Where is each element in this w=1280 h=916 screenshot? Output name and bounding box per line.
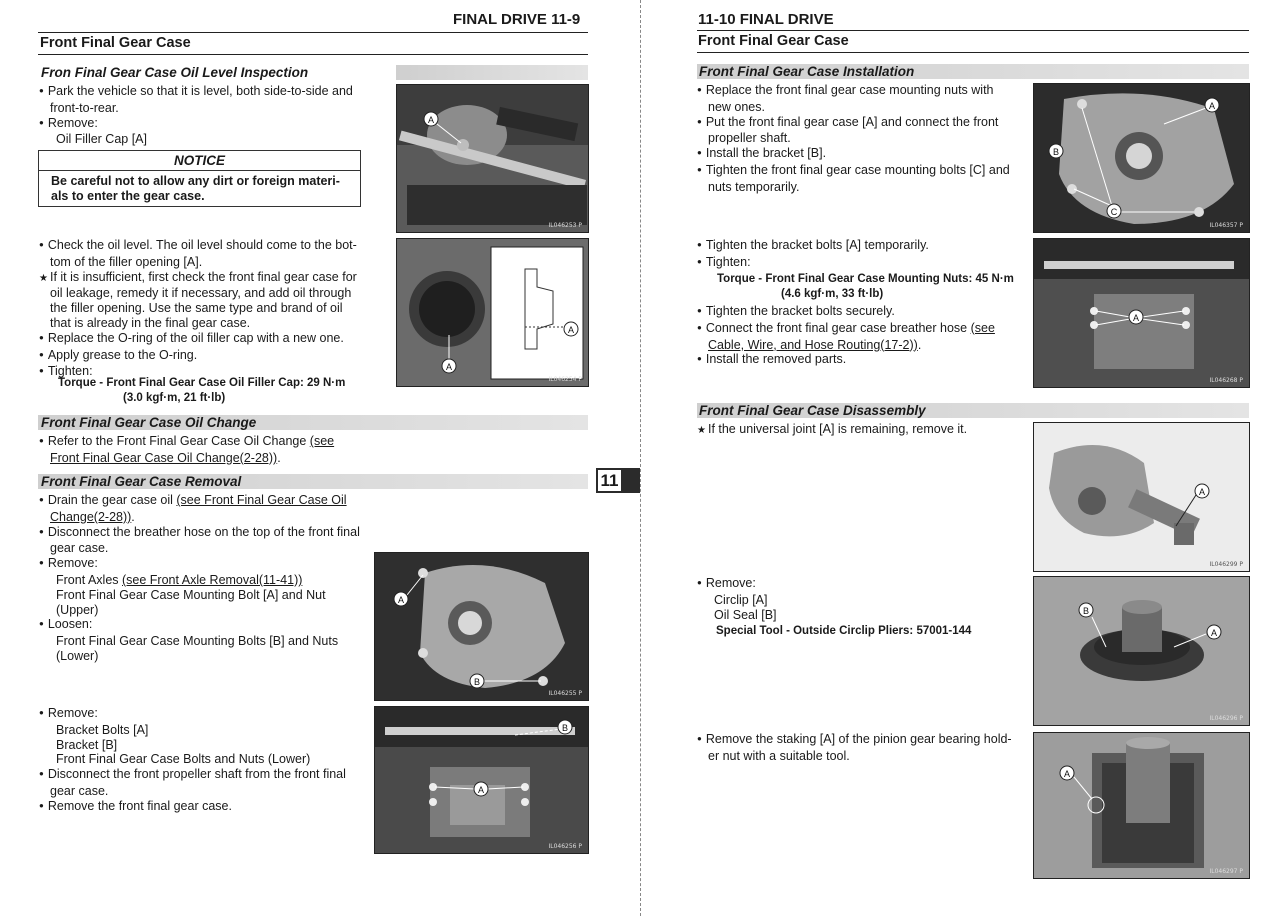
photo-filler-opening bbox=[396, 238, 589, 387]
section-band bbox=[396, 65, 588, 80]
left-page-subheader: Front Final Gear Case bbox=[40, 35, 191, 51]
step-item: Oil Filler Cap [A] bbox=[56, 132, 147, 147]
section-title-disassembly: Front Final Gear Case Disassembly bbox=[699, 403, 926, 418]
step-text: oil leakage, remedy it if necessary, and add oil through bbox=[50, 286, 352, 301]
step-text: ● Tighten: bbox=[697, 255, 1027, 272]
callout-b: B bbox=[473, 677, 481, 687]
installation-steps bbox=[697, 83, 1027, 195]
step-item: Front Final Gear Case Mounting Bolts [B] and Nuts bbox=[56, 634, 339, 649]
manual-link[interactable]: (see bbox=[309, 434, 335, 448]
step-text: new ones. bbox=[708, 99, 765, 114]
step-text: ● Loosen: bbox=[39, 617, 369, 634]
oil-level-check-steps bbox=[39, 238, 369, 381]
manual-link[interactable]: Cable, Wire, and Hose Routing(17-2)) bbox=[708, 337, 918, 352]
step-text: ● Park the vehicle so that it is level, both side-to-side and bbox=[39, 84, 369, 101]
torque-spec bbox=[717, 272, 1014, 302]
step-item: Bracket Bolts [A] bbox=[56, 722, 149, 737]
step-item: Bracket [B] bbox=[56, 737, 118, 752]
photo-illustration bbox=[1034, 239, 1249, 387]
callout-a: A bbox=[1208, 101, 1216, 111]
step-text: ● Connect the front final gear case breather hose (see bbox=[697, 321, 1027, 338]
step-item: (Upper) bbox=[56, 602, 99, 617]
step-text: ● Replace the front final gear case mounting nuts with bbox=[697, 83, 1027, 100]
photo-ref: IL046299 P bbox=[1209, 561, 1243, 568]
photo-ref: IL046297 P bbox=[1209, 868, 1243, 875]
step-text: gear case. bbox=[50, 783, 109, 798]
step-text: ● Check the oil level. The oil level should come to the bot- bbox=[39, 238, 369, 255]
callout-a: A bbox=[1063, 769, 1071, 779]
step-item: Front Final Gear Case Bolts and Nuts (Lower) bbox=[56, 752, 311, 767]
photo-illustration bbox=[375, 707, 588, 853]
step-item: Oil Seal [B] bbox=[714, 607, 777, 622]
callout-a: A bbox=[477, 785, 485, 795]
notice-text: Be careful not to allow any dirt or foreign materi- bbox=[51, 174, 340, 188]
disassembly-step-3 bbox=[697, 732, 1027, 764]
right-subheader-rule bbox=[697, 52, 1249, 53]
callout-a: A bbox=[1132, 313, 1140, 323]
callout-a: A bbox=[1210, 628, 1218, 638]
photo-gear-case-install bbox=[1033, 83, 1250, 233]
step-text: ● Tighten the bracket bolts [A] temporarily. bbox=[697, 238, 1027, 255]
left-subheader-rule bbox=[38, 54, 588, 55]
notice-title: NOTICE bbox=[39, 151, 360, 171]
left-header-rule bbox=[38, 32, 588, 33]
step-item: Front Final Gear Case Mounting Bolt [A] and Nut bbox=[56, 587, 326, 602]
torque-text: Torque - Front Final Gear Case Oil Filler Cap: 29 N·m bbox=[58, 377, 346, 389]
photo-circlip-seal bbox=[1033, 576, 1250, 726]
callout-b: B bbox=[1052, 147, 1060, 157]
torque-text: (4.6 kgf·m, 33 ft·lb) bbox=[781, 288, 884, 300]
step-text: tom of the filler opening [A]. bbox=[50, 254, 203, 269]
torque-text: (3.0 kgf·m, 21 ft·lb) bbox=[123, 392, 226, 404]
manual-link[interactable]: (see Front Final Gear Case Oil bbox=[176, 493, 347, 507]
photo-staking bbox=[1033, 732, 1250, 879]
photo-ref: IL046256 P bbox=[548, 843, 582, 850]
notice-box bbox=[38, 150, 361, 207]
step-text: ● Remove: bbox=[39, 556, 369, 573]
step-text: ● Remove: bbox=[697, 576, 1027, 593]
section-title-oil-change: Front Final Gear Case Oil Change bbox=[41, 415, 257, 430]
photo-ref: IL046268 P bbox=[1209, 377, 1243, 384]
step-text: ● Remove: bbox=[39, 116, 369, 133]
step-item: Front Axles (see Front Axle Removal(11-41)) bbox=[56, 572, 303, 587]
photo-illustration bbox=[375, 553, 588, 700]
step-text: that is already in the final gear case. bbox=[50, 315, 251, 330]
step-item: Circlip [A] bbox=[714, 592, 768, 607]
callout-a: A bbox=[1198, 487, 1206, 497]
step-text: ● Replace the O-ring of the oil filler cap with a new one. bbox=[39, 331, 369, 348]
disassembly-step-2 bbox=[697, 576, 1027, 622]
callout-c: C bbox=[1110, 207, 1118, 217]
chapter-tab[interactable] bbox=[596, 468, 640, 493]
step-text: the filler opening. Use the same type and brand of oil bbox=[50, 301, 343, 316]
callout-a: A bbox=[397, 595, 405, 605]
notice-text: als to enter the gear case. bbox=[51, 189, 205, 203]
callout-a: A bbox=[445, 362, 453, 372]
section-title-removal: Front Final Gear Case Removal bbox=[41, 474, 242, 489]
photo-bracket bbox=[374, 706, 589, 854]
photo-gear-case-mounting bbox=[374, 552, 589, 701]
photo-illustration bbox=[397, 239, 588, 386]
step-item: (Lower) bbox=[56, 648, 99, 663]
step-text: ★ If it is insufficient, first check the front final gear case for bbox=[39, 270, 369, 287]
step-text: ● Remove the staking [A] of the pinion gear bearing hold- bbox=[697, 732, 1027, 749]
step-text: nuts temporarily. bbox=[708, 179, 800, 194]
step-text: ★ If the universal joint [A] is remaining, remove it. bbox=[697, 422, 1027, 439]
step-text: ● Drain the gear case oil (see Front Final Gear Case Oil bbox=[39, 493, 369, 510]
photo-bracket-bolts bbox=[1033, 238, 1250, 388]
step-text: ● Tighten: bbox=[39, 364, 369, 381]
right-page-subheader: Front Final Gear Case bbox=[698, 33, 849, 49]
section-title-installation: Front Final Gear Case Installation bbox=[699, 64, 915, 79]
step-text: ● Apply grease to the O-ring. bbox=[39, 348, 369, 365]
step-text: Cable, Wire, and Hose Routing(17-2)). bbox=[708, 337, 922, 352]
photo-ref: IL046253 P bbox=[548, 222, 582, 229]
disassembly-step-1 bbox=[697, 422, 1027, 439]
photo-oil-filler-cap bbox=[396, 84, 589, 233]
manual-link[interactable]: Front Final Gear Case Oil Change(2-28)) bbox=[50, 450, 278, 465]
step-text: ● Disconnect the breather hose on the top of the front final bbox=[39, 525, 369, 542]
left-page-header: FINAL DRIVE 11-9 bbox=[453, 11, 581, 28]
oil-change-steps bbox=[39, 434, 369, 466]
oil-level-steps bbox=[39, 84, 369, 147]
step-text: ● Remove: bbox=[39, 706, 369, 723]
removal-steps-2 bbox=[39, 706, 369, 816]
installation-steps-3 bbox=[697, 304, 1027, 369]
step-text: Front Final Gear Case Oil Change(2-28)). bbox=[50, 450, 281, 465]
callout-b: B bbox=[1082, 606, 1090, 616]
step-text: Change(2-28)). bbox=[50, 509, 135, 524]
photo-illustration bbox=[397, 85, 588, 232]
installation-steps-2 bbox=[697, 238, 1027, 272]
photo-ref: IL046296 P bbox=[1209, 715, 1243, 722]
section-title-oil-level: Fron Final Gear Case Oil Level Inspection bbox=[41, 65, 309, 80]
step-text: ● Refer to the Front Final Gear Case Oil Change (see bbox=[39, 434, 369, 451]
step-text: front-to-rear. bbox=[50, 100, 119, 115]
manual-link[interactable]: (see bbox=[970, 320, 995, 335]
step-text: ● Put the front final gear case [A] and connect the front bbox=[697, 115, 1027, 132]
notice-body bbox=[39, 171, 360, 207]
photo-illustration bbox=[1034, 733, 1249, 878]
photo-illustration bbox=[1034, 423, 1249, 571]
removal-steps bbox=[39, 493, 369, 664]
right-header-rule bbox=[697, 30, 1249, 31]
manual-link[interactable]: (see Front Axle Removal(11-41)) bbox=[122, 572, 303, 587]
step-text: ● Disconnect the front propeller shaft from the front final bbox=[39, 767, 369, 784]
photo-ref: IL046357 P bbox=[1209, 222, 1243, 229]
step-text: propeller shaft. bbox=[708, 131, 791, 146]
callout-a: A bbox=[567, 325, 575, 335]
step-text: gear case. bbox=[50, 541, 109, 556]
torque-spec bbox=[58, 376, 345, 406]
step-text: ● Remove the front final gear case. bbox=[39, 799, 369, 816]
step-text: ● Tighten the front final gear case mounting bolts [C] and bbox=[697, 163, 1027, 180]
photo-illustration bbox=[1034, 84, 1249, 232]
page-fold bbox=[640, 0, 641, 916]
step-text: ● Tighten the bracket bolts securely. bbox=[697, 304, 1027, 321]
photo-ref: IL046254 P bbox=[548, 376, 582, 383]
manual-link[interactable]: Change(2-28)) bbox=[50, 509, 132, 524]
step-text: ● Install the bracket [B]. bbox=[697, 146, 1027, 163]
chapter-tab-label: 11 bbox=[597, 469, 622, 492]
callout-b: B bbox=[561, 723, 569, 733]
step-text: er nut with a suitable tool. bbox=[708, 748, 850, 763]
right-page-header: 11-10 FINAL DRIVE bbox=[698, 11, 834, 28]
callout-a: A bbox=[427, 115, 435, 125]
photo-universal-joint bbox=[1033, 422, 1250, 572]
photo-illustration bbox=[1034, 577, 1249, 725]
photo-ref: IL046255 P bbox=[548, 690, 582, 697]
torque-text: Torque - Front Final Gear Case Mounting Nuts: 45 N·m bbox=[717, 273, 1014, 285]
step-text: ● Install the removed parts. bbox=[697, 352, 1027, 369]
special-tool-spec: Special Tool - Outside Circlip Pliers: 57001-144 bbox=[716, 625, 972, 637]
